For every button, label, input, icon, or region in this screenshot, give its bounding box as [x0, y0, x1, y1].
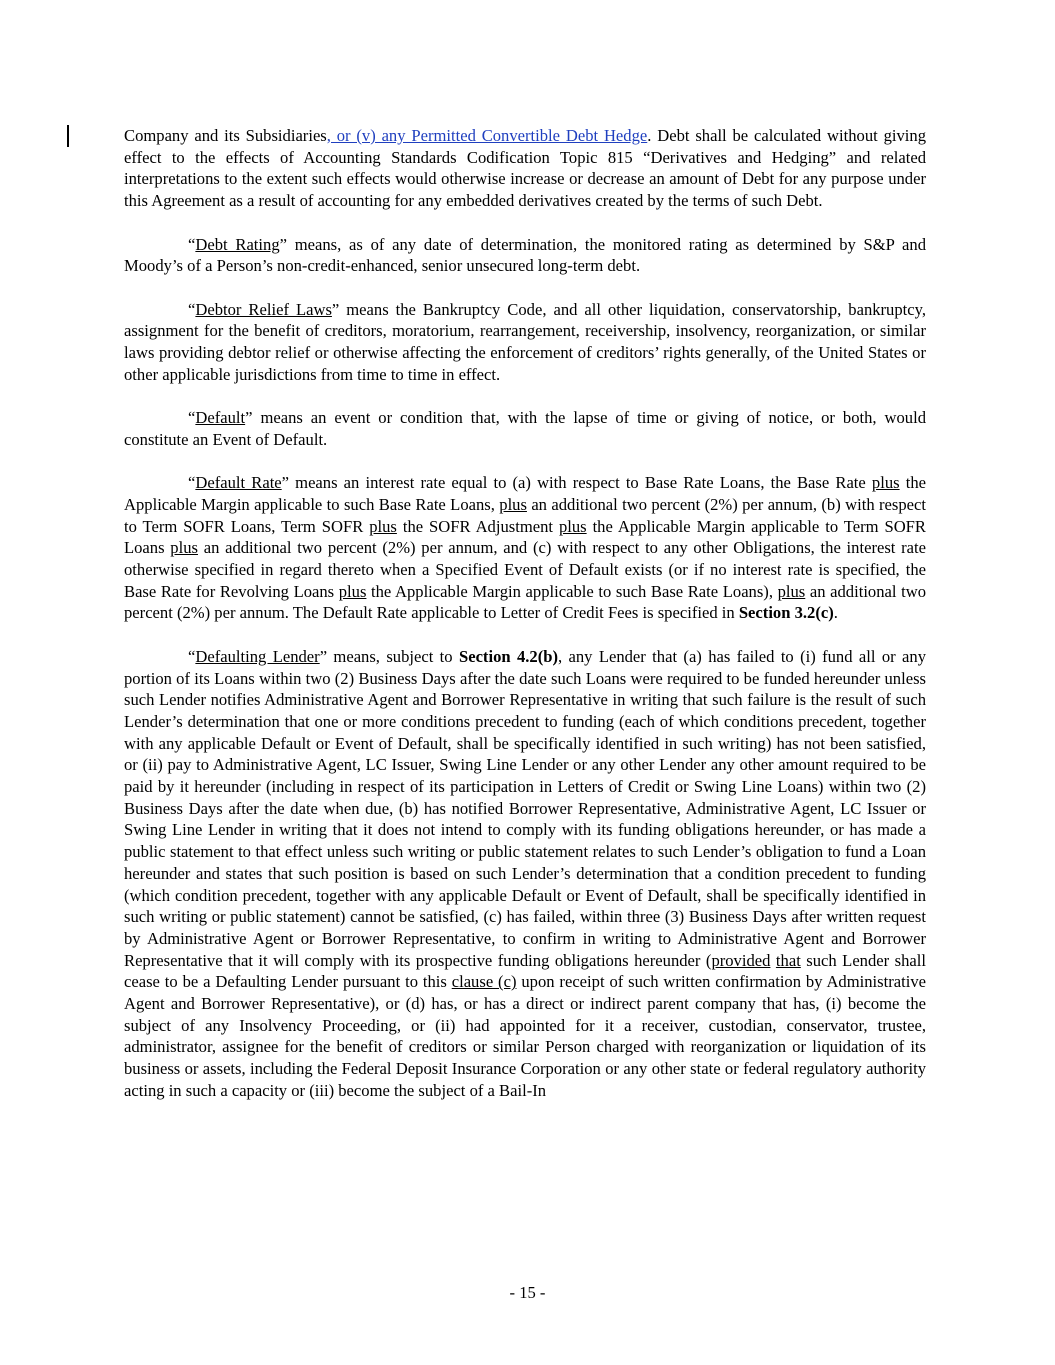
plus-term: plus — [338, 581, 367, 601]
plus-term: plus — [871, 473, 900, 493]
section-reference: Section 3.2(c) — [738, 603, 834, 623]
plus-term: plus — [558, 516, 587, 536]
defined-term: Debt Rating — [195, 234, 280, 254]
section-reference: Section 4.2(b) — [458, 646, 558, 666]
plus-term: plus — [170, 538, 198, 558]
plus-term: plus — [777, 581, 806, 601]
plus-term: plus — [499, 494, 527, 514]
definition-default: “Default” means an event or condition that, with the lapse of time or giving of notice, or both, would constitute an Event of Default. — [124, 408, 926, 449]
plus-term: plus — [369, 516, 397, 536]
clause-reference: clause (c) — [451, 972, 517, 992]
definition-default-rate: “Default Rate” means an interest rate equal to (a) with respect to Base Rate Loans, the Base Rate plus the Applicable Margin applicable to such Base Rate Loans, plus an additional two percent (2%) per annum, (b) with respect to Term SOFR Loans, Term SOFR plus the SOFR Adjustment plus the Applicable Margin applicable to Term SOFR Loans plus an additional two percent (2%) per annum, and (c) with respect to any other Obligations, the interest rate otherwise specified in regard thereto when a Specified Event of Default exists (or if no interest rate is specified, the Base Rate for Revolving Loans plus the Applicable Margin applicable to such Base Rate Loans), plus an additional two percent (2%) per annum. The Default Rate applicable to Letter of Credit Fees is specified in Section 3.2(c). — [124, 473, 927, 623]
definition-debtor-relief-laws: “Debtor Relief Laws” means the Bankruptcy Code, and all other liquidation, conservatorship, bankruptcy, assignment for the benefit of creditors, moratorium, rearrangement, receivership, insolvency, reorganization, or similar laws providing debtor relief or otherwise affecting the enforcement of creditors’ rights generally, of the United States or other applicable jurisdictions from time to time in effect. — [124, 299, 926, 384]
defined-term: Default — [195, 408, 246, 428]
provided-term: provided — [711, 950, 771, 970]
definition-debt-rating: “Debt Rating” means, as of any date of determination, the monitored rating as determined by S&P and Moody’s of a Person’s non-credit-enhanced, senior unsecured long-term debt. — [124, 234, 926, 276]
revision-change-bar — [67, 125, 69, 147]
definition-defaulting-lender: “Defaulting Lender” means, subject to Section 4.2(b), any Lender that (a) has failed to (i) fund all or any portion of its Loans within two (2) Business Days after the date such Loans were required to be funded hereunder unless such Lender notifies Administrative Agent and Borrower Representative in writing that such failure is the result of such Lender’s determination that one or more conditions precedent to funding (each of which conditions precedent, together with any applicable Default or Event of Default, shall be specifically identified in such writing) has not been satisfied, or (ii) pay to Administrative Agent, LC Issuer, Swing Line Lender or any other Lender any other amount required to be paid by it hereunder (including in respect of its participation in Letters of Credit or Swing Line Loans) within two (2) Business Days after the date when due, (b) has notified Borrower Representative, Administrative Agent, LC Issuer or Swing Line Lender in writing that it does not intend to comply with its funding obligations hereunder, or has made a public statement to that effect unless such writing or public statement relates to such Lender’s obligation to fund a Loan hereunder and states that such position is based on such Lender’s determination that a condition precedent to funding (which condition precedent, together with any applicable Default or Event of Default, shall be specifically identified in such writing or public statement) cannot be satisfied, (c) has failed, within three (3) Business Days after written request by Administrative Agent or Borrower Representative, to confirm in writing to Administrative Agent and Borrower Representative that it will comply with its prospective funding obligations hereunder (provided that such Lender shall cease to be a Defaulting Lender pursuant to this clause (c) upon receipt of such written confirmation by Administrative Agent and Borrower Representative), or (d) has, or has a direct or indirect parent company that has, (i) become the subject of any Insolvency Proceeding, or (ii) had appointed for it a receiver, custodian, conservator, trustee, administrator, assignee for the benefit of creditors or similar Person charged with reorganization or liquidation of its business or assets, including the Federal Deposit Insurance Corporation or any other state or federal regulatory authority acting in such a capacity or (iii) become the subject of a Bail-In — [124, 646, 926, 1100]
inserted-text: , or (v) any Permitted Convertible Debt Hedge — [326, 126, 648, 145]
that-term: that — [775, 950, 801, 970]
defined-term: Defaulting Lender — [195, 646, 320, 666]
paragraph-debt-continued: Company and its Subsidiaries, or (v) any Permitted Convertible Debt Hedge. Debt shall be calculated without giving effect to the effects of Accounting Standards Codification Topic 815 “Derivatives and Hedging” and related interpretations to the extent such effects would otherwise increase or decrease an amount of Debt for any purpose under this Agreement as a result of accounting for any embedded derivatives created by the terms of such Debt. — [124, 126, 926, 211]
defined-term: Default Rate — [195, 473, 282, 493]
page-number: - 15 - — [509, 1283, 546, 1302]
defined-term: Debtor Relief Laws — [195, 299, 332, 319]
document-body — [124, 125, 926, 1102]
